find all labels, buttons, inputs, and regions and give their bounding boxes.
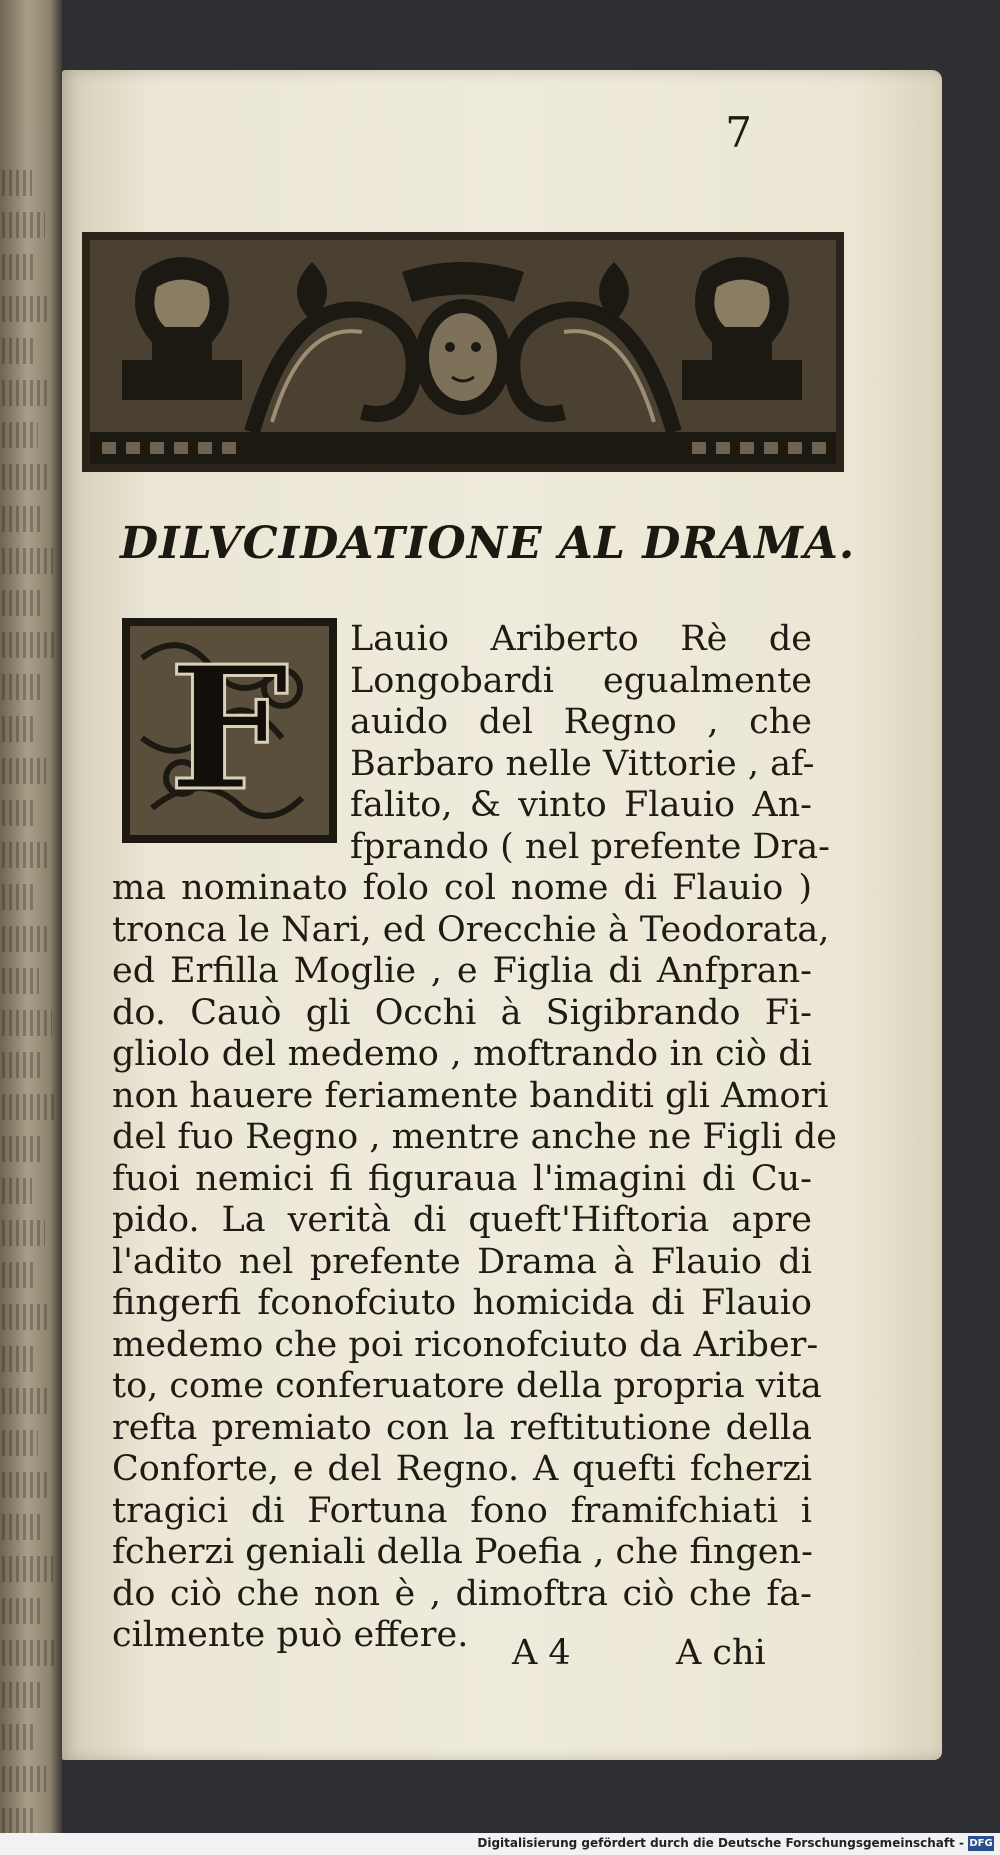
text-line: tragici di Fortuna fono framifchiati i [112,1491,812,1531]
left-page-text-line [2,464,51,490]
left-page-text-line [2,338,36,364]
left-page-text-line [2,1514,40,1540]
text-line: Lauio Ariberto Rè de [350,619,812,659]
left-page-text-line [2,1346,36,1372]
left-page-text-line [2,422,38,448]
left-page-text-line [2,1304,47,1330]
left-page-text-line [2,1094,54,1120]
text-line: fcherzi geniali della Poefia , che fingen- [112,1532,813,1572]
left-page-text-line [2,884,37,910]
text-line: do ciò che non è , dimoftra ciò che fa- [112,1574,812,1614]
text-line: del fuo Regno , mentre anche ne Figli de [112,1117,837,1157]
catchword: A chi [676,1633,766,1673]
digitization-credit: Digitalisierung gefördert durch die Deutsche Forschungsgemeinschaft - [477,1836,964,1850]
left-page-text-line [2,1388,49,1414]
left-page-text-line [2,1010,52,1036]
left-page-text-line [2,380,49,406]
text-line: l'adito nel prefente Drama à Flauio di [112,1242,812,1282]
left-page-text-line [2,716,33,742]
left-page-text-line [2,548,53,574]
left-page-text-line [2,1808,35,1834]
left-page-text-line [2,1682,44,1708]
left-page-text-line [2,1178,32,1204]
text-line: gliolo del medemo , moftrando in ciò di [112,1034,812,1074]
digitization-credit-bar [0,1833,1000,1855]
page-title: DILVCIDATIONE AL DRAMA. [120,518,856,569]
left-page-text-line [2,800,35,826]
text-line: fprando ( nel prefente Dra- [350,827,830,867]
left-page-text-line [2,296,47,322]
text-line: tronca le Nari, ed Orecchie à Teodorata, [112,910,830,950]
left-page-text-line [2,590,42,616]
left-page-text-line [2,1136,43,1162]
text-line: fuoi nemici fi figuraua l'imagini di Cu- [112,1159,812,1199]
page-number: 7 [725,108,752,157]
left-page-text-line [2,1262,34,1288]
text-line: non hauere feriamente banditi gli Amori [112,1076,829,1116]
left-page-text-line [2,674,44,700]
text-line: falito, & vinto Flauio An- [350,785,812,825]
left-page-text-line [2,1430,38,1456]
text-line: auido del Regno , che [350,702,812,742]
text-line: ma nominato folo col nome di Flauio ) [112,868,812,908]
initial-letter-glyph: F [168,629,290,829]
left-page-text-line [2,1472,51,1498]
left-page-text-line [2,1724,33,1750]
left-page-text-line [2,632,55,658]
left-page-text-line [2,254,34,280]
left-page-text-line [2,842,48,868]
text-line: pido. La verità di queft'Hiftoria apre [112,1200,812,1240]
text-line: medemo che poi riconofciuto da Ariber- [112,1325,819,1365]
dfg-logo: DFG [969,1838,993,1849]
left-page-text-line [2,926,50,952]
text-line: refta premiato con la reftitutione della [112,1408,812,1448]
left-page-text-line [2,1052,41,1078]
text-line: Longobardi egualmente [350,661,812,701]
signature-mark: A 4 [512,1633,571,1673]
decorated-initial-letter [122,618,337,843]
left-page-text-line [2,506,40,532]
left-page-text-line [2,170,32,196]
left-page-text-line [2,968,39,994]
left-page-text-line [2,212,45,238]
left-page-text-line [2,1556,53,1582]
ornamental-headpiece [82,232,844,472]
text-line: fingerfi fconofciuto homicida di Flauio [112,1283,812,1323]
text-line: Barbaro nelle Vittorie , af- [350,744,815,784]
left-page-text-line [2,758,46,784]
left-page-text-line [2,1598,42,1624]
left-page-text-line [2,1640,55,1666]
left-page-text-line [2,1766,46,1792]
text-line: do. Cauò gli Occhi à Sigibrando Fi- [112,993,812,1033]
text-line: cilmente può effere. [112,1615,469,1655]
text-line: to, come conferuatore della propria vita [112,1366,822,1406]
text-line: ed Erfilla Moglie , e Figlia di Anfpran- [112,951,812,991]
text-line: Conforte, e del Regno. A quefti fcherzi [112,1449,812,1489]
left-page-text-line [2,1220,45,1246]
